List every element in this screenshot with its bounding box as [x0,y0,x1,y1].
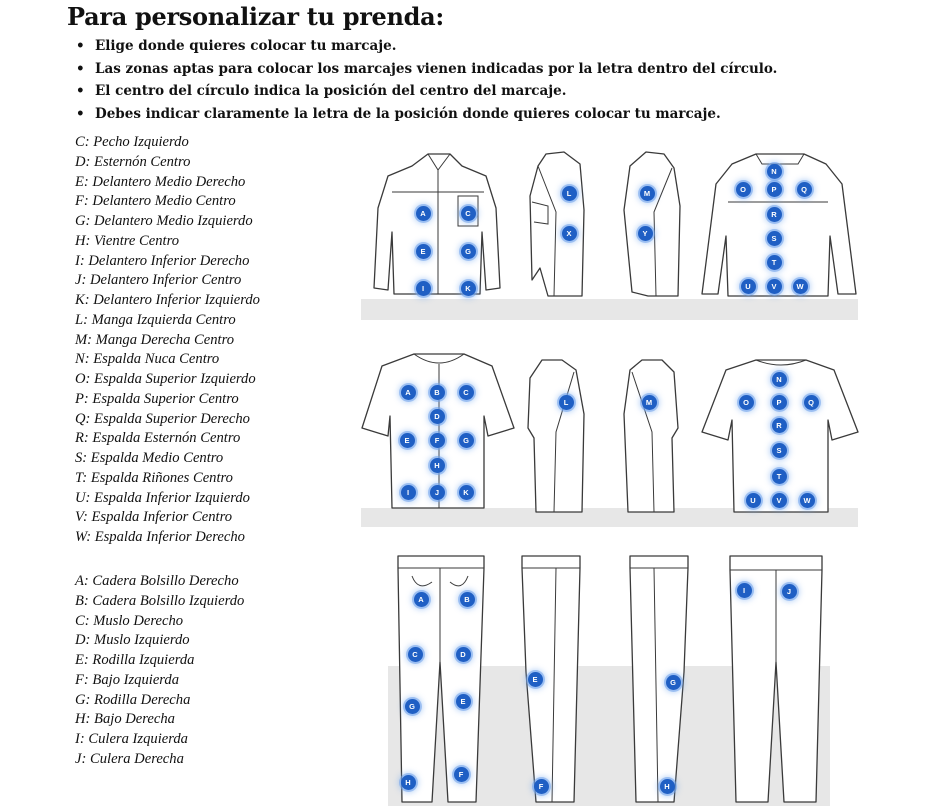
trouser-right-side-illustration [624,552,694,804]
marker-K-long-shirt-front: K [461,281,476,296]
marker-G-trouser-right: G [666,675,681,690]
marker-A-long-shirt-front: A [416,206,431,221]
legend-item: P: Espalda Superior Centro [75,390,239,407]
legend-item: B: Cadera Bolsillo Izquierdo [75,592,245,609]
marker-O-long-shirt-back: O [736,182,751,197]
trouser-left-side-illustration [516,552,586,804]
marker-Y-long-shirt-right: Y [638,226,653,241]
marker-L-tshirt-left: L [559,395,574,410]
marker-U-tshirt-back: U [746,493,761,508]
legend-item: R: Espalda Esternón Centro [75,430,241,447]
marker-J-trouser-back: J [782,584,797,599]
marker-P-long-shirt-back: P [767,182,782,197]
legend-item: W: Espalda Inferior Derecho [75,529,245,545]
legend-item: D: Esternón Centro [75,153,191,170]
legend-item: I: Culera Izquierda [75,731,188,747]
legend-item: J: Delantero Inferior Centro [75,272,242,289]
marker-L-long-shirt-left: L [562,186,577,201]
marker-E-long-shirt-front: E [416,244,431,259]
marker-H-tshirt-front: H [430,458,445,473]
legend-item: H: Vientre Centro [75,232,180,249]
marker-F-tshirt-front: F [430,433,445,448]
legend-item: F: Bajo Izquierda [75,671,180,688]
legend-item: K: Delantero Inferior Izquierdo [75,292,260,308]
marker-K-tshirt-front: K [459,485,474,500]
marker-M-tshirt-right: M [642,395,657,410]
marker-C-long-shirt-front: C [461,206,476,221]
marker-D-trouser-front: D [456,647,471,662]
marker-I-trouser-back: I [737,583,752,598]
legend-item: G: Rodilla Derecha [75,691,191,708]
marker-E-tshirt-front: E [400,433,415,448]
marker-I-tshirt-front: I [401,485,416,500]
legend-item: Q: Espalda Superior Derecho [75,410,250,427]
marker-H-trouser-front: H [401,775,416,790]
marker-W-tshirt-back: W [800,493,815,508]
legend-item: L: Manga Izquierda Centro [75,311,236,328]
marker-G-long-shirt-front: G [461,244,476,259]
marker-U-long-shirt-back: U [741,279,756,294]
marker-N-tshirt-back: N [772,372,787,387]
legend-item: H: Bajo Derecha [75,711,175,728]
legend-item: N: Espalda Nuca Centro [75,351,220,368]
legend-item: T: Espalda Riñones Centro [75,469,233,486]
marker-B-tshirt-front: B [430,385,445,400]
legend-item: V: Espalda Inferior Centro [75,509,233,526]
marker-H-trouser-right: H [660,779,675,794]
marker-N-long-shirt-back: N [767,164,782,179]
marker-C-trouser-front: C [408,647,423,662]
tshirt-right-side-illustration [618,358,682,514]
marker-Q-tshirt-back: Q [804,395,819,410]
marker-X-long-shirt-left: X [562,226,577,241]
marker-W-long-shirt-back: W [793,279,808,294]
marker-B-trouser-front: B [460,592,475,607]
marker-G-tshirt-front: G [459,433,474,448]
marker-C-tshirt-front: C [459,385,474,400]
marker-O-tshirt-back: O [739,395,754,410]
legend-item: U: Espalda Inferior Izquierdo [75,489,250,506]
marker-R-long-shirt-back: R [767,207,782,222]
marker-T-tshirt-back: T [772,469,787,484]
marker-V-tshirt-back: V [772,493,787,508]
marker-G-trouser-front: G [405,699,420,714]
instruction-item: • Elige donde quieres colocar tu marcaje. [76,35,777,58]
legend-item: J: Culera Derecha [75,750,184,767]
marker-T-long-shirt-back: T [767,255,782,270]
marker-A-trouser-front: A [414,592,429,607]
trouser-positions-legend [75,572,244,770]
trouser-front-illustration [392,552,490,804]
marker-M-long-shirt-right: M [640,186,655,201]
instruction-item: • El centro del círculo indica la posición del centro del marcaje. [76,80,777,103]
legend-item: O: Espalda Superior Izquierdo [75,371,256,387]
marker-D-tshirt-front: D [430,409,445,424]
marker-Q-long-shirt-back: Q [797,182,812,197]
marker-F-trouser-front: F [454,767,469,782]
legend-item: F: Delantero Medio Centro [75,193,236,210]
marker-A-tshirt-front: A [401,385,416,400]
marker-E-trouser-left: E [528,672,543,687]
legend-item: S: Espalda Medio Centro [75,450,224,466]
marker-S-long-shirt-back: S [767,231,782,246]
page-title: Para personalizar tu prenda: [67,2,444,31]
legend-item: M: Manga Derecha Centro [75,331,235,348]
legend-item: G: Delantero Medio Izquierdo [75,213,253,229]
instruction-item: • Las zonas aptas para colocar los marcajes vienen indicadas por la letra dentro del círculo. [76,58,777,81]
instruction-item: • Debes indicar claramente la letra de la posición donde quieres colocar tu marcaje. [76,103,777,126]
long-shirt-front-illustration [368,148,508,300]
instructions-list [76,35,777,125]
marker-E-trouser-front: E [456,694,471,709]
legend-item: E: Rodilla Izquierda [75,652,195,668]
marker-R-tshirt-back: R [772,418,787,433]
marker-I-long-shirt-front: I [416,281,431,296]
legend-item: C: Muslo Derecho [75,612,184,629]
marker-P-tshirt-back: P [772,395,787,410]
legend-item: E: Delantero Medio Derecho [75,173,246,190]
marker-F-trouser-left: F [534,779,549,794]
floor-band-shirts [361,299,858,320]
legend-item: I: Delantero Inferior Derecho [75,252,250,269]
legend-item: A: Cadera Bolsillo Derecho [75,573,239,589]
long-shirt-left-side-illustration [528,150,588,300]
shirt-positions-legend [75,133,260,548]
tshirt-left-side-illustration [526,358,588,514]
legend-item: D: Muslo Izquierdo [75,632,190,649]
marker-V-long-shirt-back: V [767,279,782,294]
legend-item: C: Pecho Izquierdo [75,134,189,150]
marker-S-tshirt-back: S [772,443,787,458]
long-shirt-right-side-illustration [620,150,682,300]
marker-J-tshirt-front: J [430,485,445,500]
